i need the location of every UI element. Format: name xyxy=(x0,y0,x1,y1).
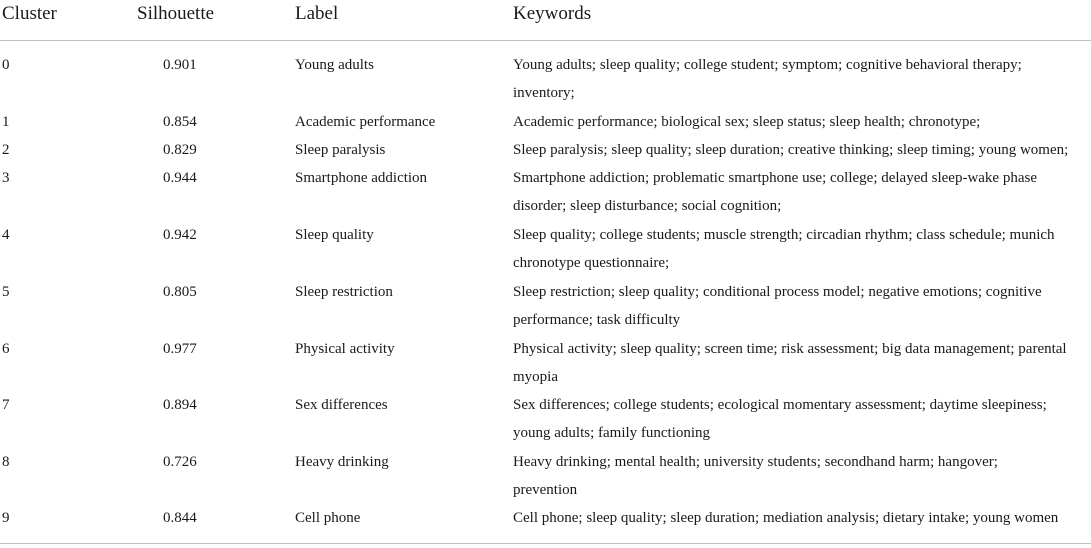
silhouette-cell: 0.942 xyxy=(163,227,197,243)
label-cell: Sleep quality xyxy=(295,227,374,243)
keywords-cell xyxy=(513,504,1089,532)
keywords-line: chronotype questionnaire; xyxy=(513,255,670,271)
keywords-line: Young adults; sleep quality; college student; symptom; cognitive behavioral therapy; xyxy=(513,57,1022,73)
keywords-cell xyxy=(513,221,1089,277)
cluster-cell: 1 xyxy=(2,114,10,130)
label-cell: Academic performance xyxy=(295,114,436,130)
label-cell: Cell phone xyxy=(295,510,361,526)
label-cell: Young adults xyxy=(295,57,374,73)
keywords-line: Sleep quality; college students; muscle strength; circadian rhythm; class schedule; munich xyxy=(513,227,1055,243)
keywords-line: prevention xyxy=(513,482,578,498)
cluster-cell: 6 xyxy=(2,341,10,357)
keywords-line: Sleep paralysis; sleep quality; sleep duration; creative thinking; sleep timing; young women; xyxy=(513,142,1069,158)
label-cell: Physical activity xyxy=(295,341,395,357)
keywords-line: inventory; xyxy=(513,85,575,101)
keywords-line: performance; task difficulty xyxy=(513,312,681,328)
cluster-cell: 5 xyxy=(2,284,10,300)
silhouette-cell: 0.829 xyxy=(163,142,197,158)
silhouette-cell: 0.854 xyxy=(163,114,197,130)
keywords-cell xyxy=(513,136,1089,164)
keywords-cell xyxy=(513,278,1089,334)
header-silhouette: Silhouette xyxy=(137,3,215,24)
keywords-cell xyxy=(513,164,1089,220)
keywords-line: Smartphone addiction; problematic smartphone use; college; delayed sleep-wake phase xyxy=(513,170,1037,186)
keywords-line: young adults; family functioning xyxy=(513,425,711,441)
label-cell: Heavy drinking xyxy=(295,454,389,470)
keywords-line: Sex differences; college students; ecological momentary assessment; daytime sleepiness; xyxy=(513,397,1047,413)
keywords-cell xyxy=(513,108,1089,136)
header-divider xyxy=(0,40,1091,41)
keywords-line: myopia xyxy=(513,369,558,385)
keywords-line: Heavy drinking; mental health; university students; secondhand harm; hangover; xyxy=(513,454,998,470)
cluster-cell: 2 xyxy=(2,142,10,158)
silhouette-cell: 0.977 xyxy=(163,341,197,357)
silhouette-cell: 0.805 xyxy=(163,284,197,300)
cluster-cell: 8 xyxy=(2,454,10,470)
table-header-row xyxy=(0,0,1091,40)
header-keywords: Keywords xyxy=(513,3,592,24)
silhouette-cell: 0.726 xyxy=(163,454,197,470)
cluster-cell: 4 xyxy=(2,227,10,243)
keywords-cell xyxy=(513,391,1089,447)
cluster-cell: 3 xyxy=(2,170,10,186)
keywords-cell xyxy=(513,51,1089,107)
keywords-line: Sleep restriction; sleep quality; conditional process model; negative emotions; cognitive xyxy=(513,284,1042,300)
header-label: Label xyxy=(295,3,339,24)
silhouette-cell: 0.901 xyxy=(163,57,197,73)
cluster-cell: 0 xyxy=(2,57,10,73)
keywords-line: disorder; sleep disturbance; social cognition; xyxy=(513,198,782,214)
cluster-cell: 7 xyxy=(2,397,10,413)
silhouette-cell: 0.944 xyxy=(163,170,197,186)
table-bottom-rule xyxy=(0,543,1091,544)
keywords-line: Cell phone; sleep quality; sleep duration; mediation analysis; dietary intake; young women xyxy=(513,510,1059,526)
header-cluster: Cluster xyxy=(2,3,57,24)
silhouette-cell: 0.844 xyxy=(163,510,197,526)
keywords-line: Academic performance; biological sex; sleep status; sleep health; chronotype; xyxy=(513,114,981,130)
cluster-cell: 9 xyxy=(2,510,10,526)
label-cell: Sleep restriction xyxy=(295,284,393,300)
label-cell: Sleep paralysis xyxy=(295,142,386,158)
keywords-cell xyxy=(513,335,1089,391)
keywords-line: Physical activity; sleep quality; screen time; risk assessment; big data management; parental xyxy=(513,341,1067,357)
keywords-cell xyxy=(513,448,1089,504)
label-cell: Smartphone addiction xyxy=(295,170,428,186)
label-cell: Sex differences xyxy=(295,397,388,413)
silhouette-cell: 0.894 xyxy=(163,397,197,413)
